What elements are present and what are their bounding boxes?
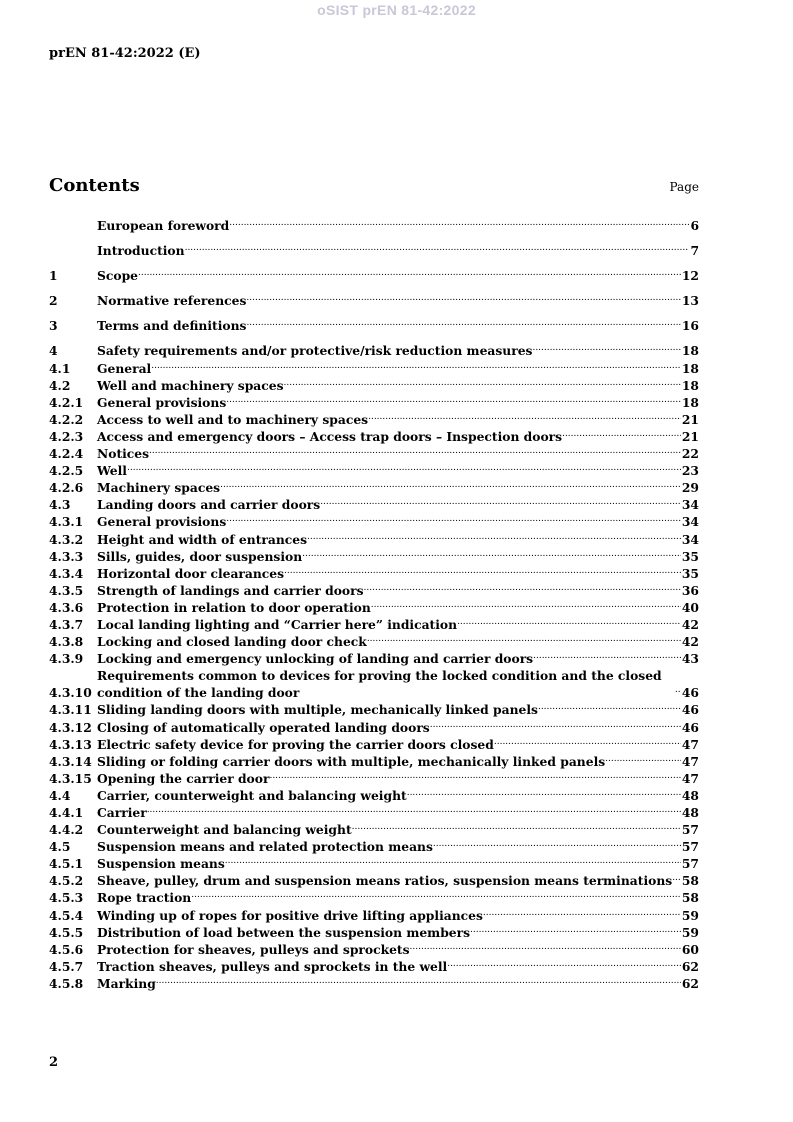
toc-entry-page: 29 bbox=[681, 480, 699, 496]
toc-entry-page: 35 bbox=[681, 565, 699, 581]
toc-leader-dots bbox=[156, 973, 681, 990]
toc-leader-dots bbox=[368, 409, 681, 426]
toc-leader-dots bbox=[226, 511, 681, 528]
toc-entry-title: Marking bbox=[97, 975, 156, 991]
toc-entry-title: General bbox=[97, 360, 152, 376]
toc-entry-title-wrap bbox=[97, 855, 681, 872]
toc-entry-page: 57 bbox=[681, 822, 699, 838]
document-id: prEN 81-42:2022 (E) bbox=[49, 46, 201, 61]
toc-leader-dots bbox=[320, 494, 681, 511]
toc-entry-number: 4.2 bbox=[49, 377, 71, 393]
toc-entry-number: 4.4.1 bbox=[49, 805, 84, 820]
toc-entry-number: 4.4 bbox=[49, 787, 71, 803]
toc-leader-dots bbox=[302, 546, 681, 563]
toc-entry-title-wrap bbox=[97, 217, 689, 234]
toc-entry-page: 42 bbox=[681, 634, 699, 650]
toc-entry-title: Height and width of entrances bbox=[97, 531, 307, 547]
toc-leader-dots bbox=[225, 853, 681, 870]
toc-entry-number: 2 bbox=[49, 293, 58, 309]
toc-entry[interactable] bbox=[49, 292, 699, 309]
toc-entry-title: Machinery spaces bbox=[97, 480, 221, 496]
toc-entry-number: 4.5.5 bbox=[49, 924, 84, 940]
toc-leader-dots bbox=[410, 939, 681, 956]
toc-entry-title: Traction sheaves, pulleys and sprockets in the well bbox=[97, 958, 448, 974]
toc-entry-title: Protection for sheaves, pulleys and sprockets bbox=[97, 941, 410, 957]
toc-entry-page: 47 bbox=[681, 753, 699, 769]
toc-entry-title: Protection in relation to door operation bbox=[97, 599, 371, 615]
toc-entry-page: 60 bbox=[681, 941, 699, 957]
toc-entry-title: Terms and definitions bbox=[97, 318, 247, 334]
toc-entry[interactable] bbox=[49, 650, 699, 667]
toc-entry-title: Distribution of load between the suspension members bbox=[97, 924, 471, 940]
toc-entry-page: 57 bbox=[681, 839, 699, 855]
toc-entry-title: Introduction bbox=[97, 243, 185, 259]
toc-leader-dots bbox=[605, 751, 681, 768]
toc-entry-number: 4.3.10 bbox=[49, 685, 92, 701]
toc-leader-dots bbox=[149, 443, 681, 460]
toc-entry-number: 4.2.3 bbox=[49, 428, 84, 444]
toc-entry-page: 23 bbox=[681, 463, 699, 479]
toc-entry-title: Locking and emergency unlocking of landing and carrier doors bbox=[97, 651, 534, 667]
toc-entry-number: 4.2.1 bbox=[49, 394, 84, 410]
toc-entry-number: 4.3.8 bbox=[49, 634, 84, 650]
toc-entry-number: 4.1 bbox=[49, 360, 71, 376]
toc-entry-page: 43 bbox=[681, 651, 699, 667]
toc-entry[interactable] bbox=[49, 242, 699, 259]
toc-entry-page: 58 bbox=[681, 890, 699, 906]
toc-entry-page: 18 bbox=[681, 343, 699, 359]
toc-leader-dots bbox=[494, 734, 681, 751]
toc-entry-title: Opening the carrier door bbox=[97, 770, 270, 786]
toc-leader-dots bbox=[470, 922, 681, 939]
toc-leader-dots bbox=[562, 426, 681, 443]
toc-entry-title: Suspension means and related protection means bbox=[97, 839, 433, 855]
toc-entry-page: 58 bbox=[681, 873, 699, 889]
contents-heading: Contents bbox=[49, 175, 140, 196]
toc-entry[interactable] bbox=[49, 855, 699, 872]
toc-leader-dots bbox=[364, 580, 681, 597]
toc-entry-page: 47 bbox=[681, 770, 699, 786]
toc-leader-dots bbox=[246, 290, 680, 307]
toc-entry-number: 4.2.5 bbox=[49, 463, 84, 479]
toc-entry-page: 47 bbox=[681, 736, 699, 752]
toc-entry-page: 36 bbox=[681, 582, 699, 598]
toc-entry-page: 59 bbox=[681, 924, 699, 940]
toc-entry-page: 46 bbox=[681, 702, 699, 718]
toc-entry-number: 4.5.1 bbox=[49, 856, 84, 872]
toc-entry-page: 7 bbox=[690, 243, 699, 259]
toc-leader-dots bbox=[307, 529, 681, 546]
toc-entry[interactable] bbox=[49, 667, 699, 701]
toc-leader-dots bbox=[538, 699, 681, 716]
toc-entry-title: Requirements common to devices for proving the locked condition and the closed condition of the landing door bbox=[97, 668, 662, 701]
toc-leader-dots bbox=[447, 956, 681, 973]
toc-entry-number: 4.3.15 bbox=[49, 770, 92, 786]
toc-leader-dots bbox=[532, 340, 680, 357]
toc-entry-page: 48 bbox=[681, 805, 699, 820]
toc-entry-page: 46 bbox=[681, 719, 699, 735]
toc-entry-title: Winding up of ropes for positive drive lifting appliances bbox=[97, 907, 483, 923]
toc-leader-dots bbox=[407, 785, 681, 802]
toc-entry-page: 22 bbox=[681, 446, 699, 462]
toc-entry-number: 4.3.9 bbox=[49, 651, 84, 667]
toc-entry-title: European foreword bbox=[97, 218, 230, 233]
toc-entry-title: Sheave, pulley, drum and suspension means ratios, suspension means terminations bbox=[97, 873, 673, 889]
toc-leader-dots bbox=[185, 240, 690, 257]
toc-entry[interactable] bbox=[49, 217, 699, 234]
toc-entry-number: 4.5.6 bbox=[49, 941, 84, 957]
toc-entry[interactable] bbox=[49, 736, 699, 753]
toc-entry-number: 4.5.2 bbox=[49, 873, 84, 889]
toc-leader-dots bbox=[672, 870, 681, 887]
toc-entry-page: 40 bbox=[681, 599, 699, 615]
watermark: oSIST prEN 81-42:2022 bbox=[317, 2, 476, 18]
page-column-label: Page bbox=[669, 180, 699, 194]
toc-entry-number: 4.3.5 bbox=[49, 582, 84, 598]
toc-leader-dots bbox=[269, 768, 680, 785]
toc-entry-title: Access to well and to machinery spaces bbox=[97, 411, 369, 427]
toc-leader-dots bbox=[246, 315, 680, 332]
toc-entry-title: Notices bbox=[97, 446, 150, 462]
toc-entry-title: Sliding landing doors with multiple, mechanically linked panels bbox=[97, 702, 538, 718]
toc-entry-title: Safety requirements and/or protective/risk reduction measures bbox=[97, 343, 533, 359]
toc-entry-number: 4.2.2 bbox=[49, 411, 84, 427]
toc-entry-title-wrap bbox=[97, 975, 681, 992]
toc-leader-dots bbox=[367, 631, 681, 648]
toc-leader-dots bbox=[483, 905, 681, 922]
toc-entry-page: 46 bbox=[681, 685, 699, 701]
toc-entry-title: Rope traction bbox=[97, 890, 192, 906]
toc-entry-title: Closing of automatically operated landing doors bbox=[97, 719, 430, 735]
toc-entry-title: Sills, guides, door suspension bbox=[97, 548, 303, 564]
toc-entry-title-wrap bbox=[97, 736, 681, 753]
toc-entry-title: Electric safety device for proving the carrier doors closed bbox=[97, 736, 494, 752]
toc-entry-title: Strength of landings and carrier doors bbox=[97, 582, 364, 598]
toc-entry-number: 4.5.3 bbox=[49, 890, 84, 906]
toc-entry-title: Well bbox=[97, 463, 127, 479]
toc-entry-page: 57 bbox=[681, 856, 699, 872]
toc-entry-title: Landing doors and carrier doors bbox=[97, 497, 321, 513]
toc-entry-page: 21 bbox=[681, 428, 699, 444]
toc-entry-title: General provisions bbox=[97, 514, 227, 530]
toc-leader-dots bbox=[430, 717, 681, 734]
toc-leader-dots bbox=[127, 460, 681, 477]
toc-entry-title: General provisions bbox=[97, 394, 227, 410]
toc-entry-title: Horizontal door clearances bbox=[97, 565, 285, 581]
toc-entry-title: Carrier bbox=[97, 805, 147, 820]
toc-entry-number: 4.5 bbox=[49, 839, 71, 855]
toc-entry-page: 34 bbox=[681, 497, 699, 513]
toc-entry-page: 59 bbox=[681, 907, 699, 923]
toc-entry-page: 62 bbox=[681, 958, 699, 974]
toc-entry-number: 4.3.6 bbox=[49, 599, 84, 615]
toc-entry-page: 34 bbox=[681, 531, 699, 547]
toc-entry[interactable] bbox=[49, 267, 699, 284]
toc-entry-number: 3 bbox=[49, 318, 58, 334]
toc-leader-dots bbox=[220, 477, 681, 494]
toc-entry-page: 18 bbox=[681, 360, 699, 376]
toc-entry-title-wrap bbox=[97, 242, 689, 259]
toc-leader-dots bbox=[151, 358, 681, 375]
toc-entry-title-wrap bbox=[97, 317, 681, 334]
toc-entry-number: 4.2.4 bbox=[49, 446, 84, 462]
toc-entry-page: 16 bbox=[681, 318, 699, 334]
toc-leader-dots bbox=[229, 215, 689, 232]
toc-entry-page: 35 bbox=[681, 548, 699, 564]
toc-entry-number: 4.3.4 bbox=[49, 565, 84, 581]
toc-entry-title: Sliding or folding carrier doors with multiple, mechanically linked panels bbox=[97, 753, 606, 769]
toc-entry-page: 6 bbox=[690, 218, 699, 233]
toc-leader-dots bbox=[147, 802, 681, 819]
toc-leader-dots bbox=[433, 836, 681, 853]
toc-leader-dots bbox=[284, 375, 681, 392]
toc-entry-number: 4.3.11 bbox=[49, 702, 92, 718]
toc-entry-number: 4.3.7 bbox=[49, 616, 84, 632]
toc-entry-title: Local landing lighting and “Carrier here” indication bbox=[97, 616, 458, 632]
toc-entry-number: 4.3.12 bbox=[49, 719, 92, 735]
toc-entry-title: Locking and closed landing door check bbox=[97, 634, 367, 650]
toc-entry-number: 4.2.6 bbox=[49, 480, 84, 496]
toc-leader-dots bbox=[138, 265, 681, 282]
toc-entry-number: 4.3 bbox=[49, 497, 71, 513]
toc-entry-title: Scope bbox=[97, 268, 138, 284]
toc-entry-title: Access and emergency doors – Access trap doors – Inspection doors bbox=[97, 428, 563, 444]
toc-entry-page: 12 bbox=[681, 268, 699, 284]
page-number: 2 bbox=[49, 1055, 59, 1070]
toc-leader-dots bbox=[284, 563, 681, 580]
toc-entry-page: 18 bbox=[681, 377, 699, 393]
toc-leader-dots bbox=[371, 597, 681, 614]
toc-leader-dots bbox=[226, 392, 681, 409]
toc-entry-page: 62 bbox=[681, 975, 699, 991]
toc-entry-number: 4.4.2 bbox=[49, 822, 84, 838]
toc-entry-number: 4.3.14 bbox=[49, 753, 92, 769]
toc-entry-page: 42 bbox=[681, 616, 699, 632]
toc-entry-number: 4.5.7 bbox=[49, 958, 84, 974]
toc-entry-number: 4.5.4 bbox=[49, 907, 84, 923]
toc-entry-page: 18 bbox=[681, 394, 699, 410]
toc-entry-number: 4.3.3 bbox=[49, 548, 84, 564]
toc-entry-page: 21 bbox=[681, 411, 699, 427]
toc-entry-page: 48 bbox=[681, 787, 699, 803]
toc-entry-number: 4.3.13 bbox=[49, 736, 92, 752]
toc-leader-dots bbox=[191, 887, 681, 904]
toc-entry-number: 4.3.1 bbox=[49, 514, 84, 530]
toc-leader-dots bbox=[533, 648, 681, 665]
toc-leader-dots bbox=[457, 614, 681, 631]
toc-entry-number: 4 bbox=[49, 343, 58, 359]
toc-entry-title: Carrier, counterweight and balancing weight bbox=[97, 787, 407, 803]
toc-entry-page: 34 bbox=[681, 514, 699, 530]
toc-entry-number: 4.3.2 bbox=[49, 531, 84, 547]
toc-leader-dots bbox=[675, 682, 681, 699]
toc-entry-title: Well and machinery spaces bbox=[97, 377, 284, 393]
toc-entry-title-wrap bbox=[97, 292, 681, 309]
toc-entry-title: Normative references bbox=[97, 293, 247, 309]
toc-entry[interactable] bbox=[49, 317, 699, 334]
toc-entry-title-wrap bbox=[97, 650, 681, 667]
toc-entry-title-wrap bbox=[97, 667, 681, 701]
toc-entry-number: 4.5.8 bbox=[49, 975, 84, 991]
table-of-contents bbox=[49, 217, 699, 992]
toc-entry-number: 1 bbox=[49, 268, 58, 284]
toc-entry[interactable] bbox=[49, 975, 699, 992]
toc-entry-page: 13 bbox=[681, 293, 699, 309]
toc-entry-title-wrap bbox=[97, 267, 681, 284]
toc-leader-dots bbox=[352, 819, 681, 836]
toc-entry-title: Counterweight and balancing weight bbox=[97, 822, 352, 838]
toc-entry-title: Suspension means bbox=[97, 856, 225, 872]
